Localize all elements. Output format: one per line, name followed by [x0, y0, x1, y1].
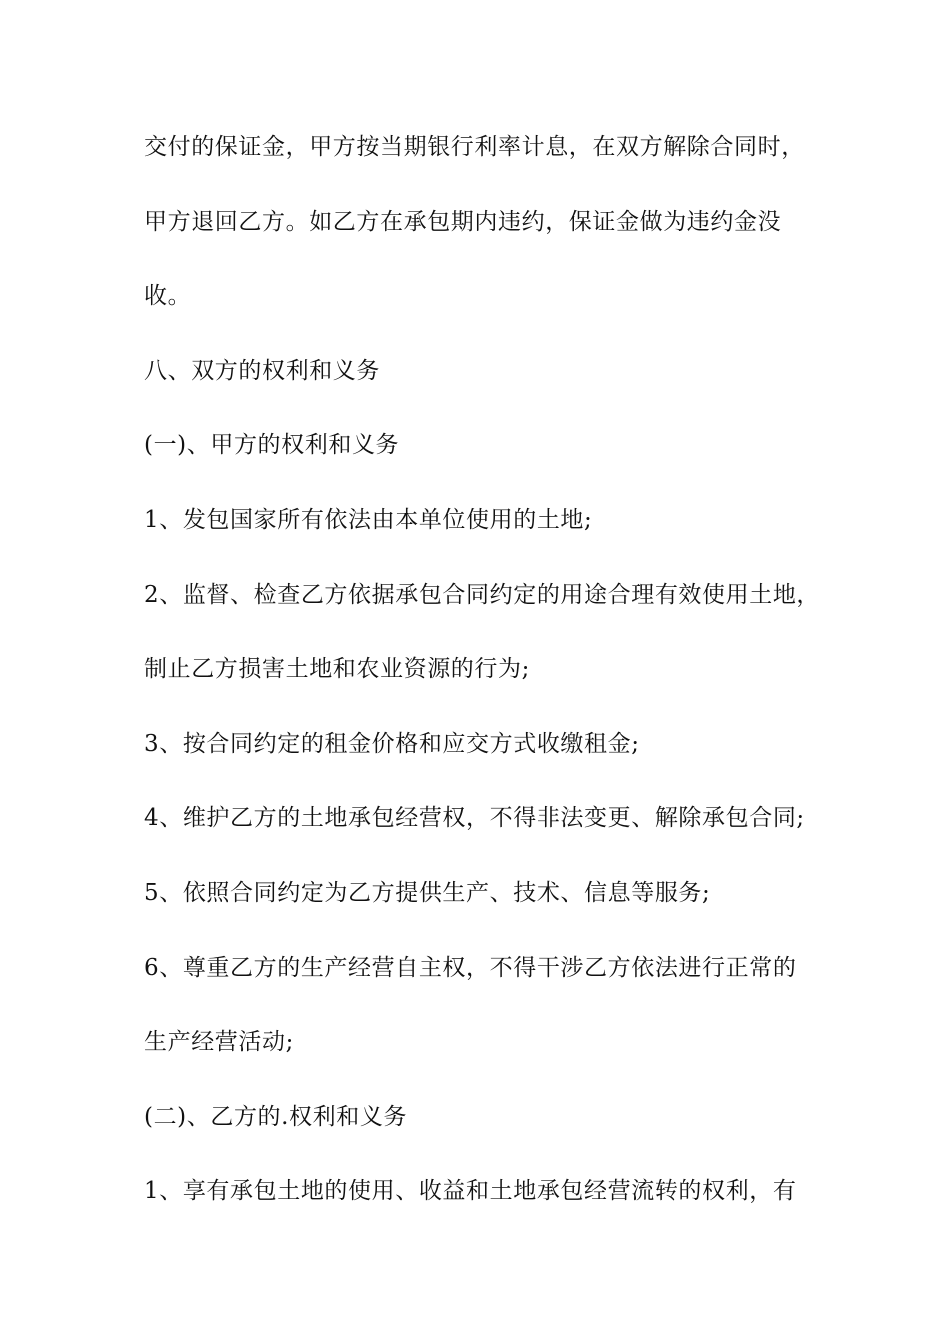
text-line-continuation: 交付的保证金，甲方按当期银行利率计息，在双方解除合同时， [144, 134, 805, 160]
list-item-continuation: 制止乙方损害土地和农业资源的行为; [144, 656, 530, 683]
section-heading-rights-obligations: 八、双方的权利和义务 [144, 357, 380, 384]
list-item-continuation: 生产经营活动; [144, 1029, 294, 1056]
text-line-continuation: 甲方退回乙方。如乙方在承包期内违约，保证金做为违约金没 [144, 208, 782, 235]
list-item: 4、维护乙方的土地承包经营权，不得非法变更、解除承包合同; [144, 805, 805, 832]
subsection-heading-party-a: (一)、甲方的权利和义务 [144, 432, 400, 459]
list-item: 3、按合同约定的租金价格和应交方式收缴租金; [144, 730, 640, 757]
subsection-heading-party-b: (二)、乙方的.权利和义务 [144, 1103, 408, 1130]
list-item: 6、尊重乙方的生产经营自主权，不得干涉乙方依法进行正常的 [144, 954, 797, 981]
list-item: 5、依照合同约定为乙方提供生产、技术、信息等服务; [144, 879, 711, 906]
document-body [144, 127, 844, 1246]
text-line-continuation: 收。 [144, 283, 192, 310]
list-item: 1、享有承包土地的使用、收益和土地承包经营流转的权利，有 [144, 1178, 797, 1205]
list-item: 2、监督、检查乙方依据承包合同约定的用途合理有效使用土地， [144, 581, 821, 608]
list-item: 1、发包国家所有依法由本单位使用的土地; [144, 506, 593, 533]
